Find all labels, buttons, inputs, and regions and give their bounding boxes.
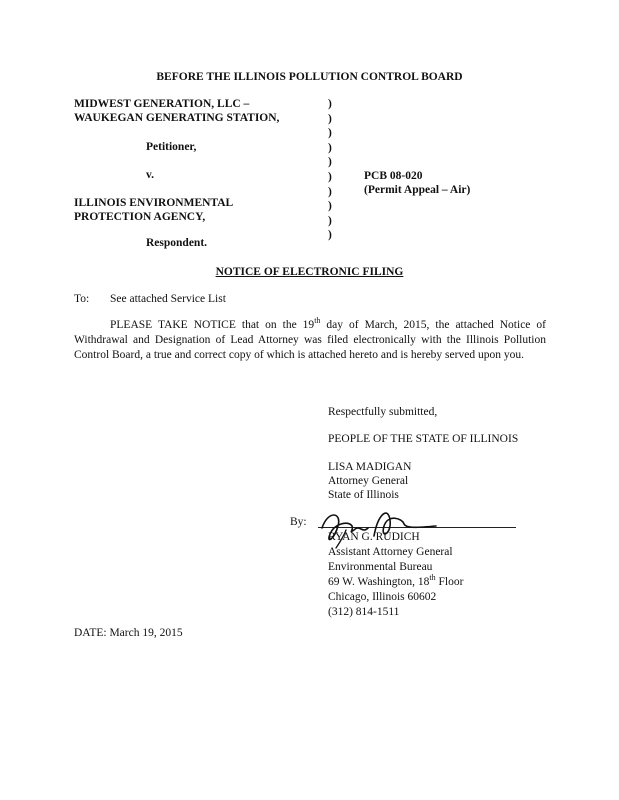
attorney-general-title: Attorney General [328,475,409,487]
case-number-block [364,169,470,197]
phone-number: (312) 814-1511 [328,606,400,618]
caption-paren: ) [328,200,332,213]
caption-paren: ) [328,229,332,242]
floor-ordinal-suffix: th [429,573,436,583]
signer-block [328,530,463,620]
attorney-general-name: LISA MADIGAN [328,461,412,473]
document-heading: BEFORE THE ILLINOIS POLLUTION CONTROL BOARD [156,71,463,83]
caption-paren: ) [328,112,332,125]
body-text-start: PLEASE TAKE NOTICE that on the 19 [110,319,315,331]
caption-paren: ) [328,185,332,198]
caption-parenthesis-column [328,97,332,243]
respondent-name-line1: ILLINOIS ENVIRONMENTAL [74,197,234,209]
respondent-label: Respondent. [146,237,208,249]
versus-label: v. [146,169,154,181]
petitioner-name-line1: MIDWEST GENERATION, LLC – [74,98,250,110]
caption-paren: ) [328,127,332,140]
floor-label: Floor [435,576,464,588]
to-label: To: [74,293,90,305]
date-line: DATE: March 19, 2015 [74,627,183,639]
by-label: By: [290,516,307,528]
caption-paren: ) [328,141,332,154]
petitioner-label: Petitioner, [146,141,197,153]
notice-title: NOTICE OF ELECTRONIC FILING [215,266,404,278]
notice-body-paragraph [74,318,546,364]
state-name: State of Illinois [328,489,399,501]
street-address-main: 69 W. Washington, 18 [328,576,430,588]
caption-paren: ) [328,214,332,227]
respondent-name [74,196,233,224]
case-number: PCB 08-020 [364,170,423,182]
signer-name: RYAN G. RUDICH [328,531,420,543]
caption-paren: ) [328,170,332,183]
city-address: Chicago, Illinois 60602 [328,591,437,603]
case-type: (Permit Appeal – Air) [364,184,471,196]
to-value: See attached Service List [110,293,226,305]
street-address [328,575,463,590]
petitioner-name [74,97,279,125]
respondent-name-line2: PROTECTION AGENCY, [74,211,206,223]
petitioner-name-line2: WAUKEGAN GENERATING STATION, [74,112,280,124]
day-ordinal-suffix: th [314,316,321,326]
party-name: PEOPLE OF THE STATE OF ILLINOIS [328,433,519,445]
closing-text: Respectfully submitted, [328,406,438,418]
signer-title: Assistant Attorney General [328,546,453,558]
bureau-name: Environmental Bureau [328,561,433,573]
caption-paren: ) [328,156,332,169]
body-text-end: day of March, 2015, the attached Notice of Withdrawal and Designation of Lead Attorney was filed electronically with the Illinois Pollution Control Board, a true and correct copy of which is attached hereto and is hereby served upon you. [74,319,546,362]
caption-paren: ) [328,98,332,110]
